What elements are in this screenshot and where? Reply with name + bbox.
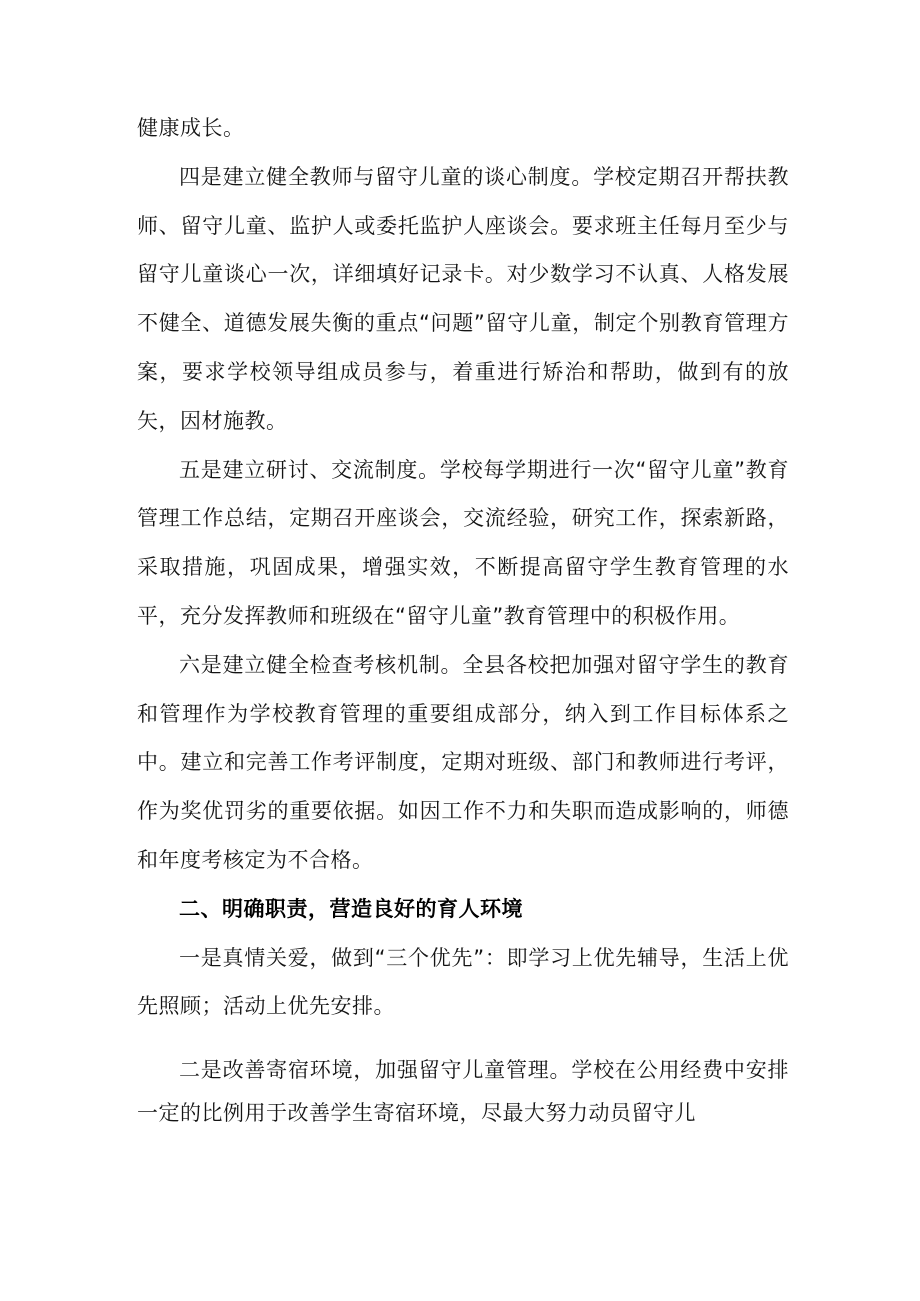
section-heading: 二、明确职责，营造良好的育人环境 <box>179 896 523 921</box>
paragraph-four: 四是建立健全教师与留守儿童的谈心制度。学校定期召开帮扶教师、留守儿童、监护人或委托监护人座谈会。要求班主任每月至少与留守儿童谈心一次，详细填好记录卡。对少数学习不认真、人格发展不健全、道德发展失衡的重点“问题”留守儿童，制定个别教育管理方案，要求学校领导组成员参与，着重进行矫治和帮助，做到有的放矢，因材施教。 <box>137 164 789 433</box>
document-body <box>137 104 789 1135</box>
paragraph-six: 六是建立健全检查考核机制。全县各校把加强对留守学生的教育和管理作为学校教育管理的重要组成部分，纳入到工作目标体系之中。建立和完善工作考评制度，定期对班级、部门和教师进行考评，作为奖优罚劣的重要依据。如因工作不力和失职而造成影响的，师德和年度考核定为不合格。 <box>137 652 789 872</box>
paragraph-five: 五是建立研讨、交流制度。学校每学期进行一次“留守儿童”教育管理工作总结，定期召开座谈会，交流经验，研究工作，探索新路，采取措施，巩固成果，增强实效，不断提高留守学生教育管理的水平，充分发挥教师和班级在“留守儿童”教育管理中的积极作用。 <box>137 457 789 628</box>
paragraph-one: 一是真情关爱，做到“三个优先”：即学习上优先辅导，生活上优先照顾；活动上优先安排。 <box>137 945 789 1019</box>
paragraph-two: 二是改善寄宿环境，加强留守儿童管理。学校在公用经费中安排一定的比例用于改善学生寄宿环境，尽最大努力动员留守儿 <box>137 1058 789 1126</box>
paragraph-continuation: 健康成长。 <box>137 116 245 140</box>
